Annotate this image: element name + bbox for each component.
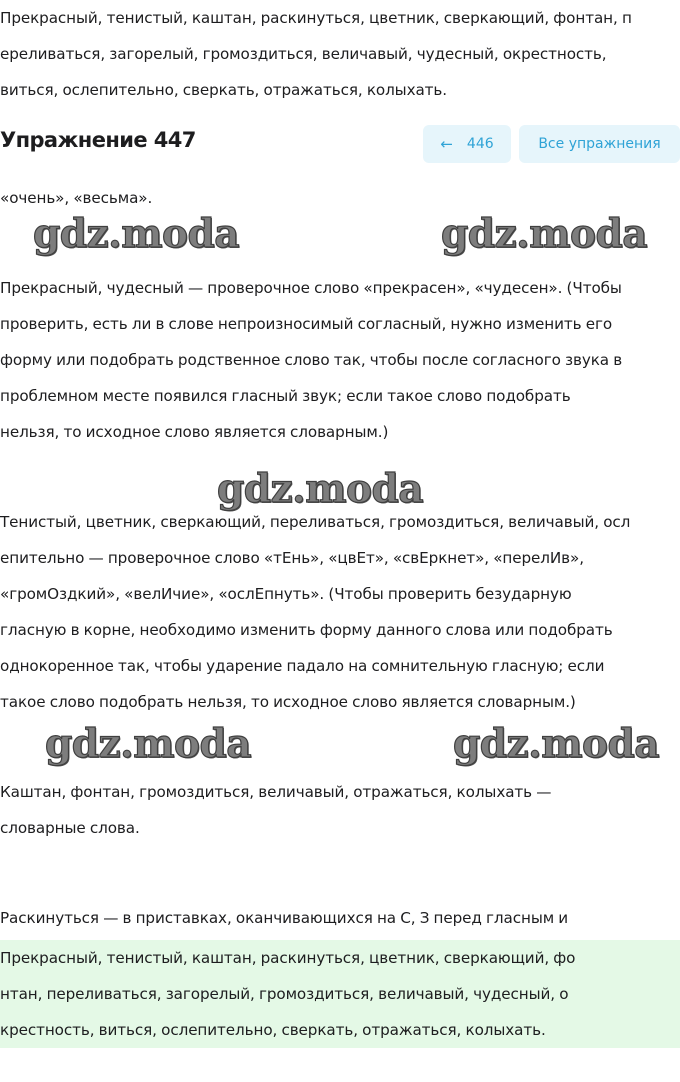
text-line: Прекрасный, тенистый, каштан, раскинуться, цветник, сверкающий, фо <box>0 949 576 967</box>
text-line: нельзя, то исходное слово является словарным.) <box>0 423 389 441</box>
text-line: словарные слова. <box>0 819 140 837</box>
answer-paragraph <box>0 774 680 846</box>
text-line: Прекрасный, чудесный — проверочное слово «прекрасен», «чудесен». (Чтобы <box>0 279 622 297</box>
answer-paragraph <box>0 270 680 450</box>
text-line: «очень», «весьма». <box>0 189 153 207</box>
text-line: проверить, есть ли в слове непроизносимый согласный, нужно изменить его <box>0 315 613 333</box>
text-line: нтан, переливаться, загорелый, громоздиться, величавый, чудесный, о <box>0 985 569 1003</box>
watermark-logo: gdz.moda <box>217 466 424 512</box>
text-line: виться, ослепительно, сверкать, отражаться, колыхать. <box>0 81 447 99</box>
answer-paragraph <box>0 900 680 936</box>
top-paragraph <box>0 0 680 108</box>
text-line: Прекрасный, тенистый, каштан, раскинуться, цветник, сверкающий, фонтан, п <box>0 9 632 27</box>
arrow-left-icon: ← <box>440 135 453 153</box>
previous-exercise-button[interactable] <box>423 125 511 163</box>
highlighted-paragraph <box>0 940 680 1048</box>
all-exercises-button[interactable] <box>519 125 680 163</box>
text-line: форму или подобрать родственное слово так, чтобы после согласного звука в <box>0 351 623 369</box>
watermark-logo: gdz.moda <box>453 721 660 767</box>
answer-paragraph <box>0 504 680 720</box>
text-line: «громОздкий», «велИчие», «ослЕпнуть». (Чтобы проверить безударную <box>0 585 572 603</box>
watermark-logo: gdz.moda <box>33 211 240 257</box>
text-line: Тенистый, цветник, сверкающий, переливаться, громоздиться, величавый, осл <box>0 513 631 531</box>
text-line: однокоренное так, чтобы ударение падало на сомнительную гласную; если <box>0 657 605 675</box>
watermark-logo: gdz.moda <box>45 721 252 767</box>
text-line: епительно — проверочное слово «тЕнь», «цвЕт», «свЕркнет», «перелИв», <box>0 549 584 567</box>
watermark-logo: gdz.moda <box>441 211 648 257</box>
text-line: Каштан, фонтан, громоздиться, величавый, отражаться, колыхать — <box>0 783 552 801</box>
text-line: ереливаться, загорелый, громоздиться, величавый, чудесный, окрестность, <box>0 45 607 63</box>
exercise-title: Упражнение 447 <box>0 128 196 152</box>
all-exercises-label: Все упражнения <box>538 136 661 152</box>
text-line: Раскинуться — в приставках, оканчивающихся на С, З перед гласным и <box>0 909 569 927</box>
text-line: гласную в корне, необходимо изменить форму данного слова или подобрать <box>0 621 613 639</box>
text-line: крестность, виться, ослепительно, сверкать, отражаться, колыхать. <box>0 1021 546 1039</box>
previous-exercise-label: 446 <box>466 136 494 152</box>
text-line: такое слово подобрать нельзя, то исходное слово является словарным.) <box>0 693 576 711</box>
text-line: проблемном месте появился гласный звук; если такое слово подобрать <box>0 387 571 405</box>
